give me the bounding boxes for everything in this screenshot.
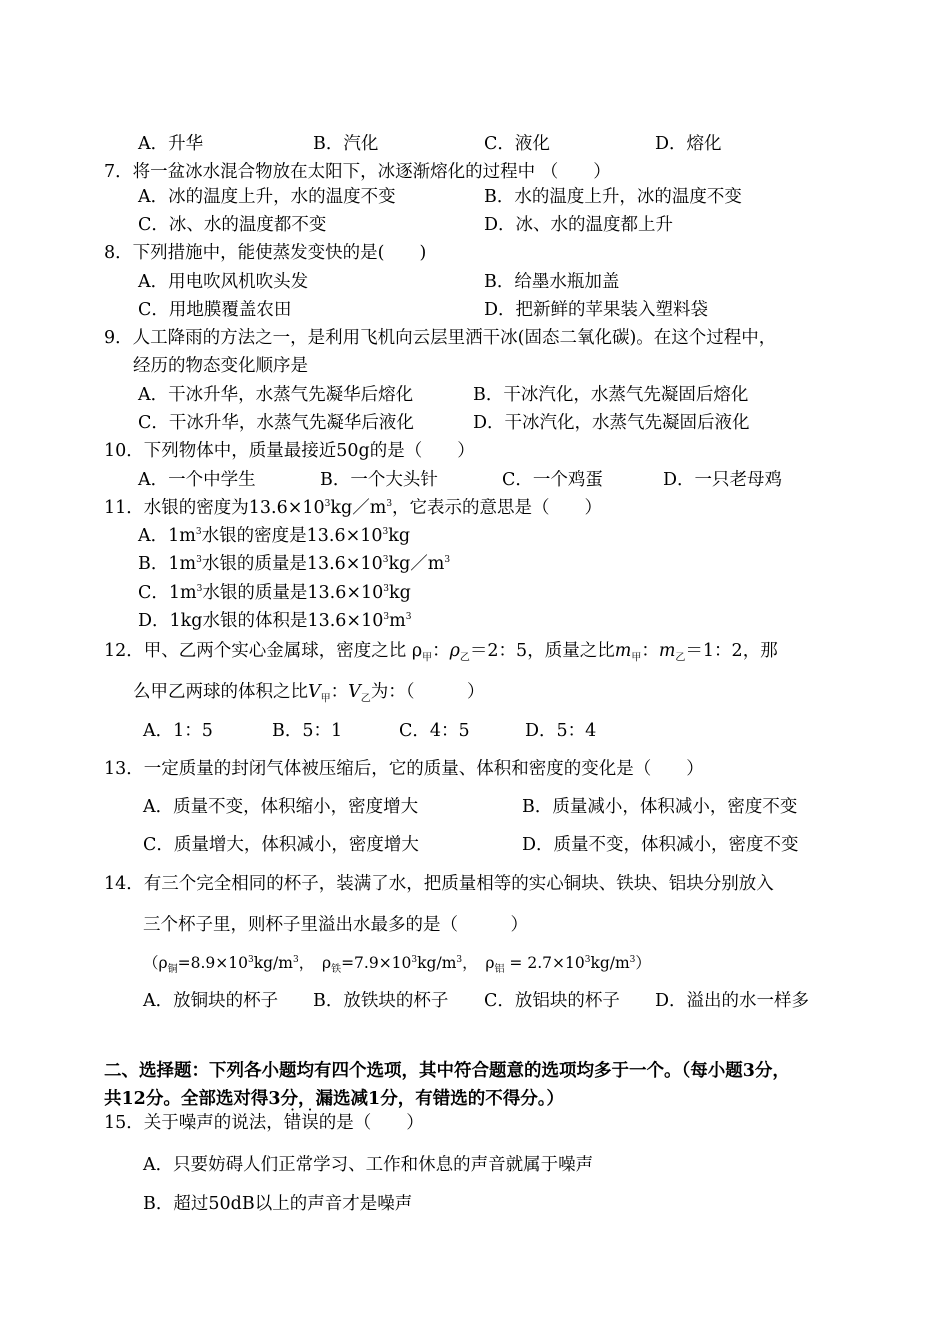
q10-option-d: D．一只老母鸡 (663, 470, 783, 490)
q10-option-b: B．一个大头针 (320, 470, 438, 490)
q11-option-c: C．$1m^3$水银的质量是$13.6\times 10^3kg$ (138, 583, 411, 603)
q14-option-c: C．放铝块的杯子 (484, 991, 620, 1011)
q12-option-d: D．5：4 (525, 721, 597, 741)
q12-option-b: B．5：1 (272, 721, 343, 741)
q8-option-b: B．给墨水瓶加盖 (484, 272, 620, 292)
q9-option-c: C．干冰升华，水蒸气先凝华后液化 (138, 413, 414, 433)
emphasis-dot: 误 (301, 1113, 319, 1133)
q14-option-b: B．放铁块的杯子 (313, 991, 449, 1011)
q6-option-d: D．熔化 (655, 134, 722, 154)
q8-option-d: D．把新鲜的苹果装入塑料袋 (484, 300, 709, 320)
q10-option-c: C．一个鸡蛋 (502, 470, 603, 490)
q14-option-a: A．放铜块的杯子 (143, 991, 279, 1011)
q14-density-data: （$\rho_铜=8.9\times 10^3kg/m^3$， $\rho_铁=7.9\times 10^3kg/m^3$， $\rho_铝 = 2.7\times 10^3kg/m^3$） (143, 954, 651, 976)
q9-stem-line2: 经历的物态变化顺序是 (133, 356, 308, 376)
q7-option-d: D．冰、水的温度都上升 (484, 215, 674, 235)
q11-option-a: A．$1m^3$水银的密度是$13.6\times 10^3kg$ (138, 526, 411, 546)
q11-option-d: D．1kg水银的体积是$13.6\times 10^3m^3$ (138, 611, 412, 631)
q12-option-a: A．1：5 (143, 721, 213, 741)
q14-stem-line2: 三个杯子里，则杯子里溢出水最多的是（ ） (143, 915, 528, 935)
q6-option-c: C．液化 (484, 134, 550, 154)
q12-stem-line1: 12．甲、乙两个实心金属球，密度之比 $\rho_甲$：$\rho_乙=2$：5，质量之比$m_甲$：$m_乙=1$：2，那 (104, 641, 778, 664)
q11-option-b: B．$1m^3$水银的质量是$13.6\times 10^3kg/m^3$ (138, 554, 451, 574)
q11-stem: 11．水银的密度为$13.6\times 10^3kg/m^3$，它表示的意思是（ ） (104, 498, 603, 518)
q15-option-a: A．只要妨碍人们正常学习、工作和休息的声音就属于噪声 (143, 1155, 594, 1175)
q13-stem: 13．一定质量的封闭气体被压缩后，它的质量、体积和密度的变化是（ ） (104, 759, 704, 779)
q9-option-a: A．干冰升华，水蒸气先凝华后熔化 (138, 385, 414, 405)
q13-option-d: D．质量不变，体积减小，密度不变 (522, 835, 799, 855)
q13-option-b: B．质量减小，体积减小，密度不变 (522, 797, 798, 817)
q12-stem-line2: 么甲乙两球的体积之比$V_甲$：$V_乙$为：（ ） (133, 682, 485, 705)
q10-stem: 10．下列物体中，质量最接近50g的是（ ） (104, 441, 475, 461)
q15-stem: 15．关于噪声的说法，错误的是（ ） (104, 1113, 424, 1133)
section2-heading-line2: 共12分。全部选对得3分，漏选减1分，有错选的不得分。） (104, 1089, 564, 1109)
q12-option-c: C．4：5 (399, 721, 470, 741)
q8-option-c: C．用地膜覆盖农田 (138, 300, 292, 320)
q13-option-c: C．质量增大，体积减小，密度增大 (143, 835, 419, 855)
q9-option-d: D．干冰汽化，水蒸气先凝固后液化 (473, 413, 750, 433)
q6-option-b: B．汽化 (313, 134, 379, 154)
q10-option-a: A．一个中学生 (138, 470, 256, 490)
q8-option-a: A．用电吹风机吹头发 (138, 272, 309, 292)
q7-stem: 7．将一盆冰水混合物放在太阳下，冰逐渐熔化的过程中 （ ） (104, 162, 611, 182)
emphasis-dot: 错 (283, 1113, 302, 1133)
q7-option-b: B．水的温度上升，冰的温度不变 (484, 187, 742, 207)
q7-option-c: C．冰、水的温度都不变 (138, 215, 327, 235)
q9-option-b: B．干冰汽化，水蒸气先凝固后熔化 (473, 385, 749, 405)
q14-option-d: D．溢出的水一样多 (655, 991, 810, 1011)
section2-heading-line1: 二、选择题：下列各小题均有四个选项，其中符合题意的选项均多于一个。（每小题3分， (104, 1061, 790, 1081)
q8-stem: 8．下列措施中，能使蒸发变快的是( ) (104, 243, 427, 263)
q13-option-a: A．质量不变，体积缩小，密度增大 (143, 797, 419, 817)
q6-option-a: A．升华 (138, 134, 204, 154)
q14-stem-line1: 14．有三个完全相同的杯子，装满了水，把质量相等的实心铜块、铁块、铝块分别放入 (104, 874, 774, 894)
q7-option-a: A．冰的温度上升，水的温度不变 (138, 187, 396, 207)
q15-option-b: B．超过50dB以上的声音才是噪声 (143, 1194, 413, 1214)
q9-stem-line1: 9．人工降雨的方法之一，是利用飞机向云层里洒干冰(固态二氧化碳)。在这个过程中， (104, 328, 777, 348)
